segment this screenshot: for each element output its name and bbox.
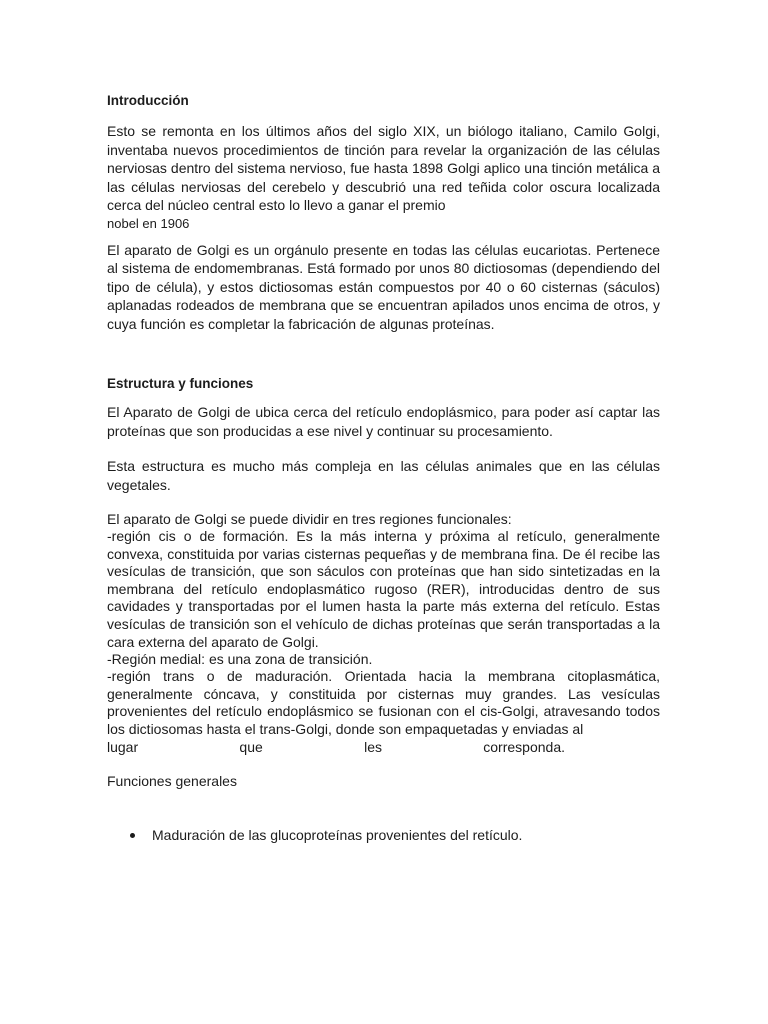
intro-paragraph-1-text: Esto se remonta en los últimos años del siglo XIX, un biólogo italiano, Camilo Golgi, inventaba nuevos procedimientos de tinción para revelar la organización de las células nerviosas dentro del sistema nervioso, fue hasta 1898 Golgi aplico una tinción metálica a las células nerviosas del cerebelo y descubrió una red teñida color oscura localizada cerca del núcleo central esto lo llevo a ganar el premio: [107, 123, 660, 213]
region-cis-text: -región cis o de formación. Es la más interna y próxima al retículo, generalmente convexa, constituida por varias cisternas pequeñas y de membrana fina. De él recibe las vesículas de transición, que son sáculos con proteínas que han sido sintetizadas en la membrana del retículo endoplasmático rugoso (RER), introducidas dentro de sus cavidades y transportadas por el lumen hasta la parte más externa del retículo. Estas vesículas de transición son el vehículo de dichas proteínas que serán transportadas a la cara externa del aparato de Golgi.: [107, 528, 660, 650]
region-trans-text: -región trans o de maduración. Orientada hacia la membrana citoplasmática, generalmente cóncava, y constituida por cisternas muy grandes. Las vesículas provenientes del retículo endoplásmico se fusionan con el cis-Golgi, atravesando todos los dictiosomas hasta el trans-Golgi, donde son empaquetadas y enviadas al: [107, 668, 660, 737]
bullet-icon: [130, 833, 135, 838]
funciones-heading: Funciones generales: [107, 772, 237, 789]
region-trans-end: [107, 739, 660, 756]
funciones-list: [107, 826, 660, 844]
estructura-heading: Estructura y funciones: [107, 376, 254, 391]
intro-heading: Introducción: [107, 93, 189, 108]
list-item-text: Maduración de las glucoproteínas provenientes del retículo.: [152, 827, 523, 844]
intro-paragraph-1-end: nobel en 1906: [107, 215, 190, 231]
region-medial-text: -Región medial: es una zona de transición.: [107, 651, 373, 668]
intro-paragraph-1: [107, 122, 660, 215]
list-item: [107, 826, 660, 844]
region-trans-end-text: lugar que les corresponda.: [107, 738, 565, 755]
intro-paragraph-2: El aparato de Golgi es un orgánulo presente en todas las células eucariotas. Pertenece al sistema de endomembranas. Está formado por unos 80 dictiosomas (dependiendo del tipo de célula), y estos dictiosomas están compuestos por 40 o 60 cisternas (sáculos) aplanadas rodeados de membrana que se encuentran apilados unos encima de otros, y cuya función es completar la fabricación de algunas proteínas.: [107, 241, 660, 332]
estructura-paragraph-2: Esta estructura es mucho más compleja en las células animales que en las células vegetales.: [107, 458, 660, 493]
estructura-paragraph-1: El Aparato de Golgi de ubica cerca del retículo endoplásmico, para poder así captar las proteínas que son producidas a ese nivel y continuar su procesamiento.: [107, 404, 660, 439]
document-page: [107, 92, 660, 844]
estructura-regions-intro: El aparato de Golgi se puede dividir en tres regiones funcionales:: [107, 511, 512, 527]
